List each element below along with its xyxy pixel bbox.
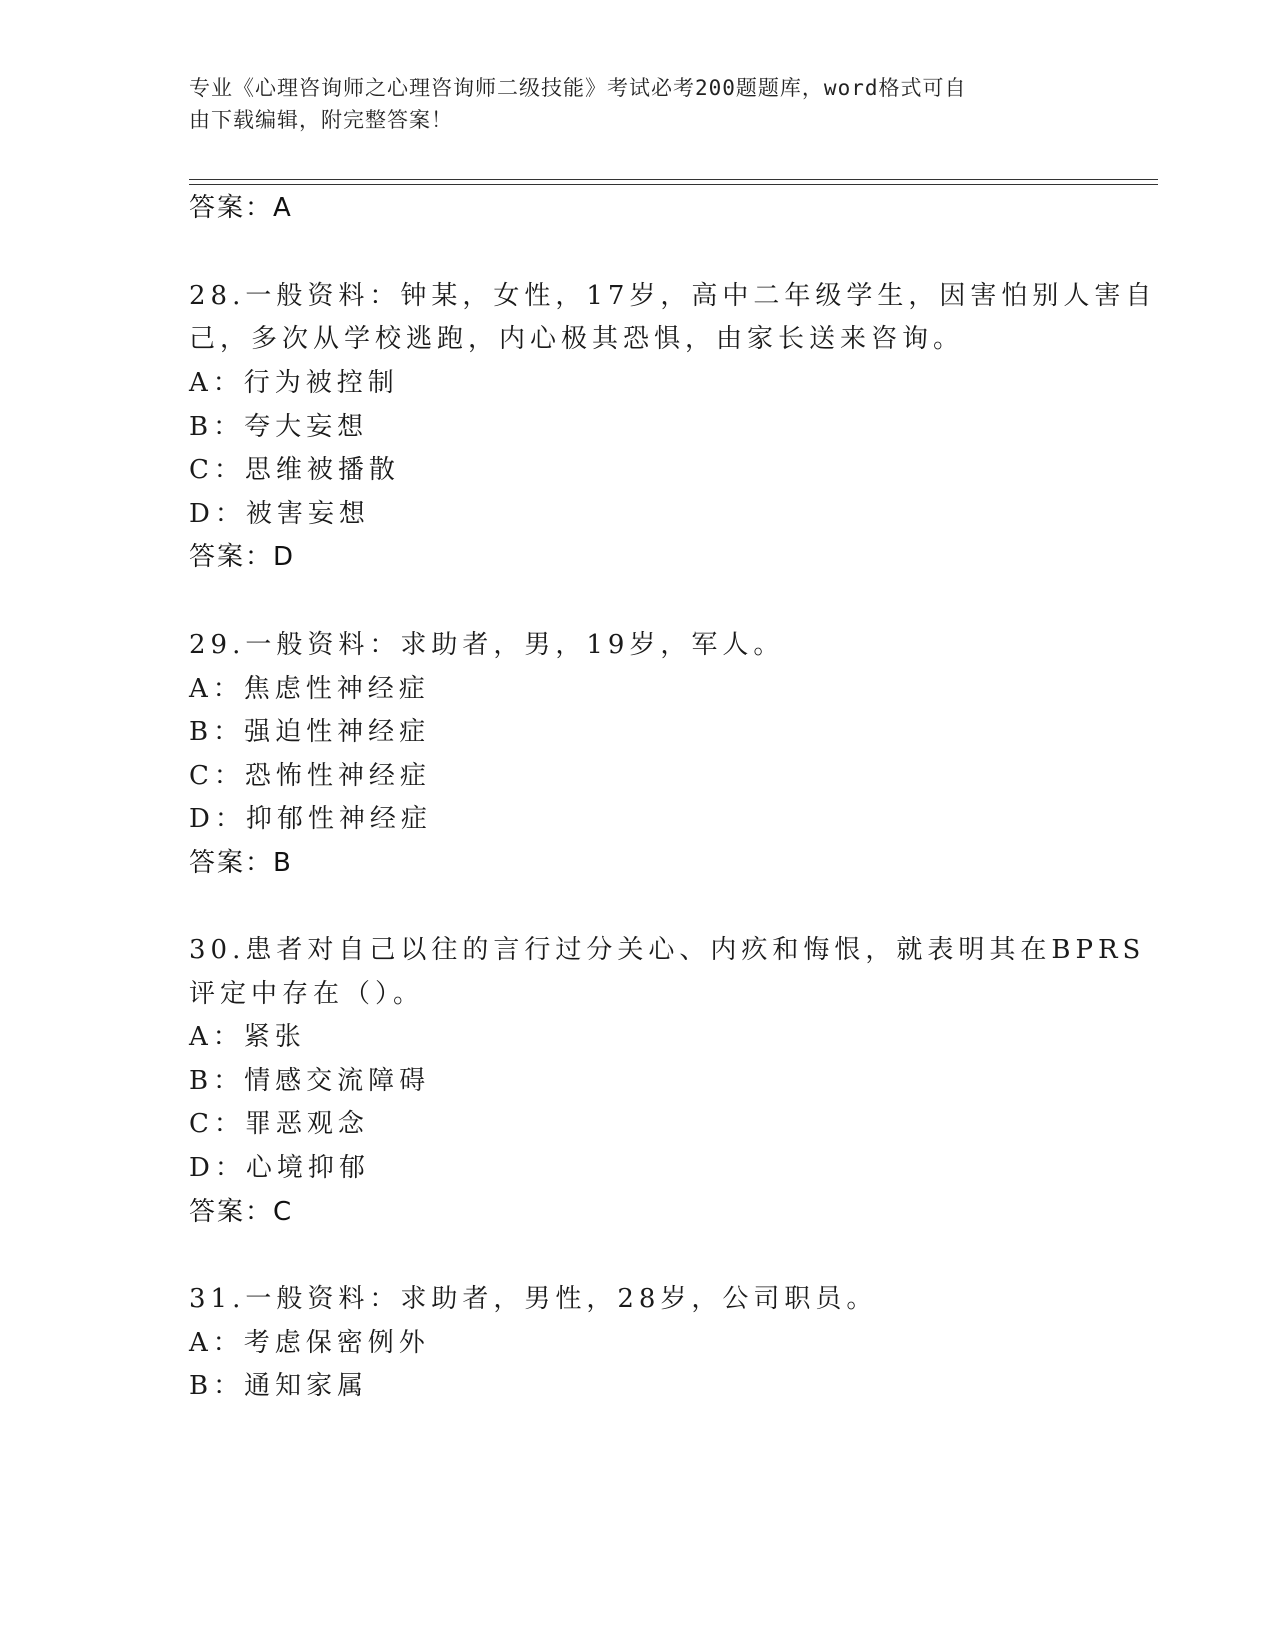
header-divider-top xyxy=(189,179,1158,180)
question-29-option-c: C：恐怖性神经症 xyxy=(189,761,431,791)
question-30-option-b: B：情感交流障碍 xyxy=(189,1066,431,1096)
question-29-stem-line-1: 29.一般资料：求助者，男，19岁，军人。 xyxy=(189,630,785,660)
question-28-option-d: D：被害妄想 xyxy=(189,499,370,529)
question-30-answer: 答案：C xyxy=(189,1197,294,1227)
question-28-stem-line-1: 28.一般资料：钟某，女性，17岁，高中二年级学生，因害怕别人害自 xyxy=(189,281,1157,311)
header-line-2: 由下载编辑，附完整答案！ xyxy=(189,108,453,132)
question-28-option-a: A：行为被控制 xyxy=(189,368,399,398)
question-30-stem-line-1: 30.患者对自己以往的言行过分关心、内疚和悔恨，就表明其在BPRS xyxy=(189,935,1146,965)
question-29-option-d: D：抑郁性神经症 xyxy=(189,804,432,834)
question-31-option-b: B：通知家属 xyxy=(189,1371,369,1401)
question-29-option-a: A：焦虑性神经症 xyxy=(189,674,430,704)
question-29-option-b: B：强迫性神经症 xyxy=(189,717,431,747)
header-line-1: 专业《心理咨询师之心理咨询师二级技能》考试必考200题题库，word格式可自 xyxy=(189,76,967,100)
question-31-stem-line-1: 31.一般资料：求助者，男性，28岁，公司职员。 xyxy=(189,1284,878,1314)
question-28-stem-line-2: 己，多次从学校逃跑，内心极其恐惧，由家长送来咨询。 xyxy=(189,324,965,354)
header-divider-bottom xyxy=(189,184,1158,185)
question-30-option-d: D：心境抑郁 xyxy=(189,1153,370,1183)
document-header xyxy=(189,72,1069,136)
question-28-answer: 答案：D xyxy=(189,542,296,572)
question-28-option-c: C：思维被播散 xyxy=(189,455,400,485)
question-30-stem-line-2: 评定中存在（）。 xyxy=(189,979,425,1009)
question-31-option-a: A：考虑保密例外 xyxy=(189,1328,430,1358)
question-28-option-b: B：夸大妄想 xyxy=(189,412,369,442)
question-29-answer: 答案：B xyxy=(189,848,293,878)
question-30-option-a: A：紧张 xyxy=(189,1022,306,1052)
question-30-option-c: C：罪恶观念 xyxy=(189,1109,369,1139)
previous-answer: 答案：A xyxy=(189,193,293,223)
